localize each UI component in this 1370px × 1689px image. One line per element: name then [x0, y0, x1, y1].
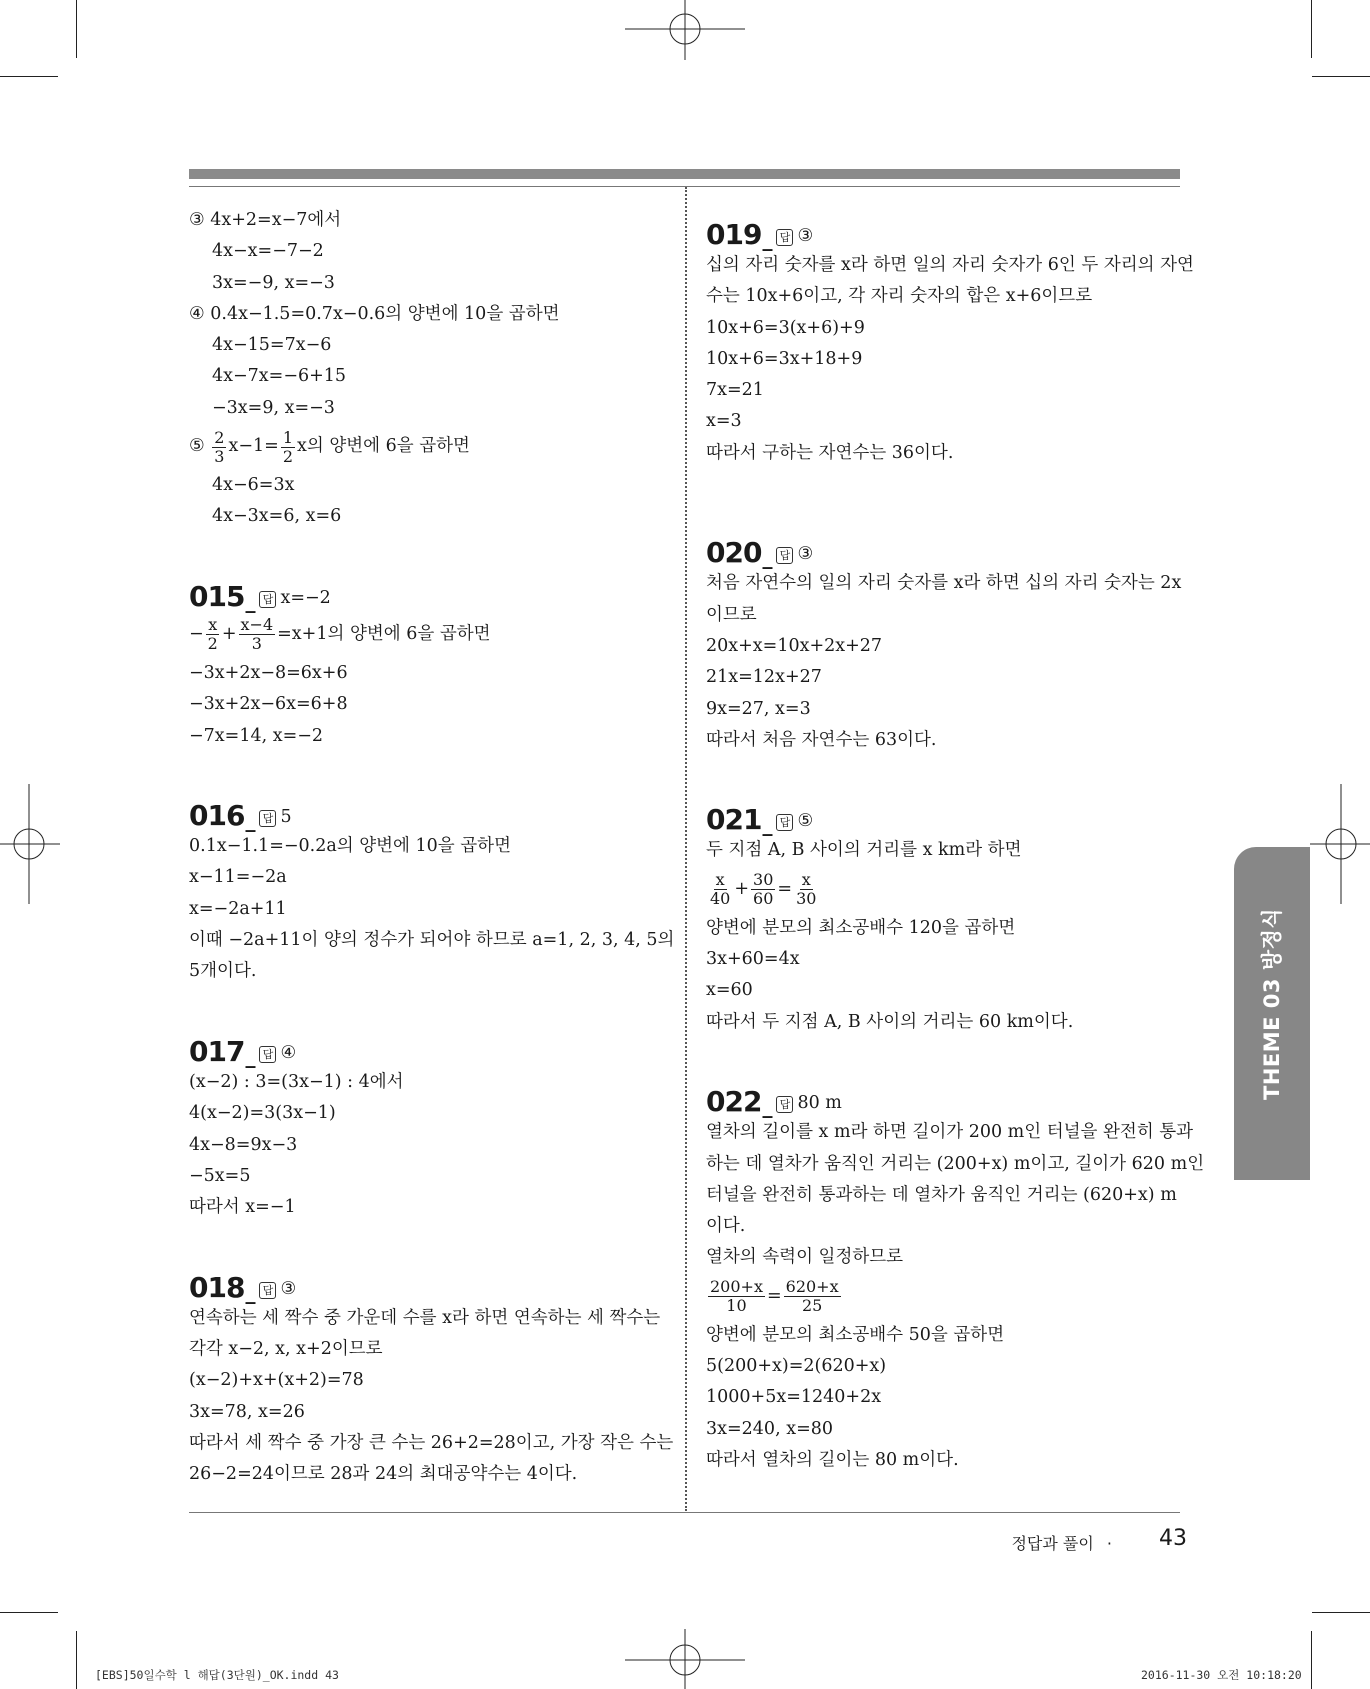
solution-line: 20x+x=10x+2x+27: [706, 635, 883, 656]
problem-header-019: 019 _ 답 ③: [706, 218, 814, 251]
problem-header-018: 018 _ 답 ③: [189, 1270, 297, 1304]
answer-label: 답: [259, 1282, 276, 1299]
fraction: [708, 1278, 765, 1315]
denominator: 30: [796, 889, 817, 909]
problem-number: 018: [189, 1270, 245, 1304]
solution-line: 열차의 길이를 x m라 하면 길이가 200 m인 터널을 완전히 통과: [706, 1122, 1194, 1143]
solution-line: 두 지점 A, B 사이의 거리를 x km라 하면: [706, 840, 1022, 861]
problem-header-017: 017 _ 답 ④: [189, 1034, 297, 1068]
solution-line: 4x−6=3x: [212, 475, 295, 496]
footer-label: [1011, 1531, 1120, 1554]
numerator: x: [208, 615, 218, 635]
problem-answer: ④: [280, 1042, 297, 1063]
solution-line: 양변에 분모의 최소공배수 120을 곱하면: [706, 917, 1016, 938]
answer-label: 답: [776, 547, 793, 564]
solution-line: 이때 −2a+11이 양의 정수가 되어야 하므로 a=1, 2, 3, 4, 5의: [189, 930, 675, 951]
solution-line: 연속하는 세 짝수 중 가운데 수를 x라 하면 연속하는 세 짝수는: [189, 1307, 661, 1328]
denominator: 3: [214, 446, 225, 466]
solution-line: 이므로: [706, 604, 757, 625]
denominator: 60: [753, 889, 774, 909]
problem-answer: 5: [280, 807, 292, 828]
left-column: [189, 205, 674, 1491]
solution-line: (x−2)+x+(x+2)=78: [189, 1370, 364, 1391]
equation-text: x의 양변에 6을 곱하면: [297, 436, 470, 457]
numerator: x−4: [240, 615, 274, 635]
solution-line: x=3: [706, 411, 742, 432]
solution-line: 10x+6=3x+18+9: [706, 348, 863, 369]
solution-line: 4x−7x=−6+15: [212, 366, 347, 387]
problem-number: 016: [189, 799, 245, 833]
problem-answer: 80 m: [797, 1093, 842, 1114]
fraction-line: [189, 612, 674, 658]
solution-line: 각각 x−2, x, x+2이므로: [189, 1339, 383, 1360]
numerator: x: [801, 870, 811, 890]
solution-line: 하는 데 열차가 움직인 거리는 (200+x) m이고, 길이가 620 m인: [706, 1153, 1205, 1174]
crop-mark: [1312, 76, 1370, 77]
solution-line: 처음 자연수의 일의 자리 숫자를 x라 하면 십의 자리 숫자는 2x: [706, 573, 1182, 594]
solution-line: −3x+2x−6x=6+8: [189, 694, 348, 715]
solution-line: 7x=21: [706, 380, 764, 401]
solution-line: 4(x−2)=3(3x−1): [189, 1103, 336, 1124]
solution-line: 3x=240, x=80: [706, 1418, 833, 1439]
solution-line: 4x−3x=6, x=6: [212, 506, 342, 527]
solution-line: (x−2) : 3=(3x−1) : 4에서: [189, 1071, 404, 1092]
denominator: 2: [207, 634, 218, 654]
registration-mark-top: [625, 0, 745, 60]
solution-line: ③ 4x+2=x−7에서: [189, 210, 342, 230]
solution-line: ④ 0.4x−1.5=0.7x−0.6의 양변에 10을 곱하면: [189, 303, 560, 324]
solution-line: 9x=27, x=3: [706, 698, 811, 719]
fraction: [239, 616, 276, 653]
fraction-line: [706, 1274, 1204, 1320]
solution-line: 따라서 두 지점 A, B 사이의 거리는 60 km이다.: [706, 1011, 1074, 1032]
fraction: [206, 616, 220, 653]
solution-line: 따라서 처음 자연수는 63이다.: [706, 729, 937, 750]
problem-answer: ③: [797, 226, 814, 246]
solution-line: x−11=−2a: [189, 867, 287, 888]
answer-label: 답: [776, 814, 793, 831]
solution-line: 십의 자리 숫자를 x라 하면 일의 자리 숫자가 6인 두 자리의 자연: [706, 255, 1194, 275]
answer-label: 답: [776, 1096, 793, 1113]
denominator: 3: [251, 634, 262, 654]
fraction: [708, 871, 732, 908]
solution-line: 0.1x−1.1=−0.2a의 양변에 10을 곱하면: [189, 836, 511, 857]
problem-header-021: 021 _ 답 ⑤: [706, 803, 814, 837]
solution-line: 열차의 속력이 일정하므로: [706, 1247, 904, 1268]
equation-text: +: [734, 879, 750, 900]
footer-section-title: 정답과 풀이: [1011, 1534, 1094, 1553]
problem-number: 022: [706, 1085, 762, 1119]
solution-line: 4x−8=9x−3: [189, 1134, 298, 1155]
denominator: 40: [710, 889, 731, 909]
problem-header-016: 016 _ 답 5: [189, 799, 292, 833]
solution-line: 이다.: [706, 1216, 746, 1237]
slug-filename: [EBS]50일수학 l 해답(3단원)_OK.indd 43: [95, 1668, 339, 1682]
solution-line: 양변에 분모의 최소공배수 50을 곱하면: [706, 1324, 1005, 1345]
solution-line: −3x+2x−8=6x+6: [189, 662, 348, 683]
solution-line: 3x=78, x=26: [189, 1401, 305, 1422]
problem-number: 020: [706, 536, 762, 570]
answer-label: 답: [259, 591, 276, 608]
footer-bullet: ·: [1106, 1534, 1112, 1553]
solution-line: 5(200+x)=2(620+x): [706, 1356, 887, 1377]
footer-rule: [189, 1512, 1180, 1513]
problem-answer: ③: [280, 1278, 297, 1299]
answer-label: 답: [259, 1046, 276, 1063]
registration-mark-left: [0, 784, 60, 904]
crop-mark: [1311, 1631, 1312, 1689]
numerator: 30: [753, 870, 774, 890]
solution-line: 터널을 완전히 통과하는 데 열차가 움직인 거리는 (620+x) m: [706, 1184, 1177, 1205]
right-column: [706, 208, 1204, 1476]
problem-number: 021: [706, 803, 762, 837]
answer-label: 답: [776, 229, 793, 246]
fraction: [212, 429, 226, 466]
solution-line: 26−2=24이므로 28과 24의 최대공약수는 4이다.: [189, 1464, 578, 1485]
fraction: [784, 1278, 841, 1315]
denominator: 2: [282, 446, 293, 466]
solution-line: x=−2a+11: [189, 898, 287, 919]
solution-line: 21x=12x+27: [706, 667, 822, 688]
solution-line: 3x+60=4x: [706, 949, 800, 970]
slug-timestamp: 2016-11-30 오전 10:18:20: [1141, 1668, 1302, 1682]
numerator: 620+x: [785, 1277, 839, 1297]
numerator: 200+x: [710, 1277, 763, 1297]
header-bar: [189, 169, 1180, 179]
fraction: [794, 871, 818, 908]
problem-header-022: 022 _ 답 80 m: [706, 1085, 842, 1119]
answer-label: 답: [259, 810, 276, 827]
solution-line: 4x−x=−7−2: [212, 241, 324, 262]
solution-line: −3x=9, x=−3: [212, 397, 335, 418]
solution-line: 따라서 세 짝수 중 가장 큰 수는 26+2=28이고, 가장 작은 수는: [189, 1432, 674, 1453]
fraction: [281, 429, 295, 466]
fraction-line: [189, 424, 674, 470]
numerator: x: [715, 870, 725, 890]
equation-text: +: [221, 624, 237, 645]
column-divider: [685, 187, 687, 1511]
solution-line: 3x=−9, x=−3: [212, 272, 335, 293]
problem-number: 017: [189, 1034, 245, 1068]
solution-line: x=60: [706, 980, 753, 1001]
solution-line: 따라서 구하는 자연수는 36이다.: [706, 442, 954, 463]
problem-number: 019: [706, 218, 762, 251]
equation-text: −: [189, 624, 204, 645]
crop-mark: [76, 1631, 77, 1689]
solution-line: 5개이다.: [189, 961, 257, 982]
denominator: 10: [726, 1296, 747, 1316]
solution-line: 1000+5x=1240+2x: [706, 1387, 882, 1408]
problem-number: 015: [189, 579, 245, 613]
crop-mark: [0, 1612, 58, 1613]
registration-mark-right: [1310, 784, 1370, 904]
solution-line: 수는 10x+6이고, 각 자리 숫자의 합은 x+6이므로: [706, 286, 1093, 307]
page-number: 43: [1159, 1526, 1187, 1551]
numerator: 1: [282, 427, 293, 447]
solution-line: 따라서 x=−1: [189, 1197, 296, 1218]
crop-mark: [1312, 1612, 1370, 1613]
fraction: [751, 871, 775, 908]
problem-answer: ③: [797, 544, 814, 565]
equation-text: x−1=: [228, 436, 279, 457]
solution-line: 10x+6=3(x+6)+9: [706, 317, 865, 338]
problem-answer: x=−2: [280, 587, 331, 608]
theme-side-tab-label: THEME 03 방정식: [1260, 907, 1284, 1100]
problem-answer: ⑤: [797, 811, 814, 832]
crop-mark: [76, 0, 77, 58]
numerator: 2: [214, 427, 225, 447]
problem-header-020: 020 _ 답 ③: [706, 536, 814, 570]
registration-mark-bottom: [625, 1629, 745, 1689]
equation-text: =: [777, 879, 793, 900]
problem-header-015: 015 _ 답 x=−2: [189, 579, 331, 613]
solution-line: 따라서 열차의 길이는 80 m이다.: [706, 1449, 959, 1470]
denominator: 25: [801, 1296, 823, 1316]
solution-line: 4x−15=7x−6: [212, 335, 332, 356]
fraction-line: [706, 867, 1204, 913]
solution-line: −7x=14, x=−2: [189, 725, 324, 746]
solution-line: −5x=5: [189, 1165, 251, 1186]
equation-text: =: [766, 1286, 782, 1307]
equation-text: =x+1의 양변에 6을 곱하면: [277, 624, 491, 645]
item-marker: ⑤: [189, 436, 205, 457]
crop-mark: [1311, 0, 1312, 58]
crop-mark: [0, 76, 58, 77]
